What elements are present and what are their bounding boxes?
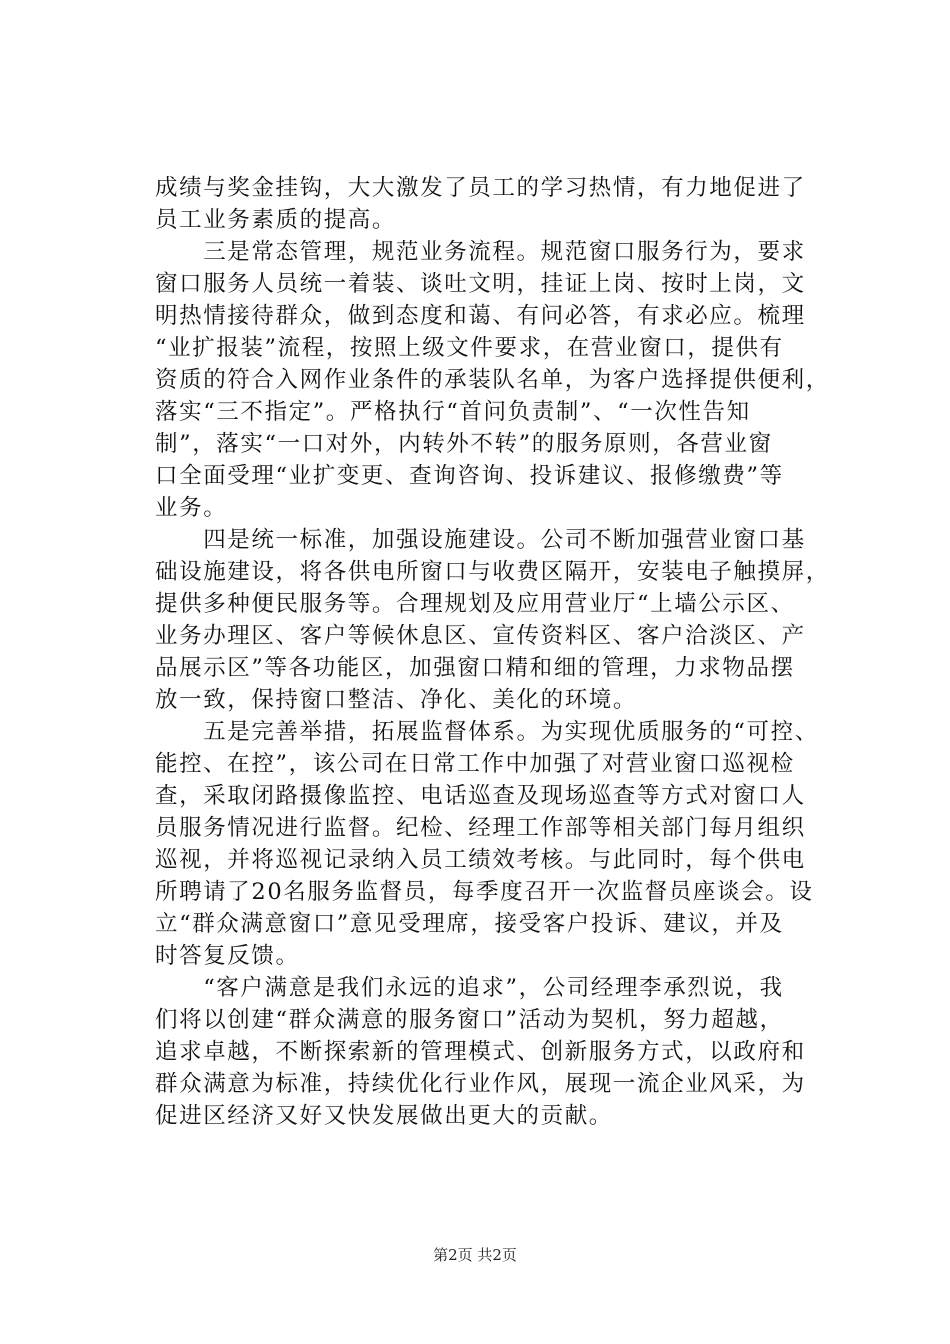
text-line: 所聘请了20名服务监督员，每季度召开一次监督员座谈会。设 (155, 879, 814, 905)
text-line: 巡视，并将巡视记录纳入员工绩效考核。与此同时，每个供电 (155, 847, 806, 873)
text-line: 放一致，保持窗口整洁、净化、美化的环境。 (155, 687, 638, 713)
paragraph-1 (155, 172, 815, 236)
paragraph-3 (155, 524, 830, 716)
text-line: 窗口服务人员统一着装、谈吐文明，挂证上岗、按时上岗，文 (155, 271, 806, 297)
text-line: 四是统一标准，加强设施建设。公司不断加强营业窗口基 (155, 527, 806, 553)
text-line: 口全面受理“业扩变更、查询咨询、投诉建议、报修缴费”等 (155, 463, 784, 489)
text-line: 品展示区”等各功能区，加强窗口精和细的管理，力求物品摆 (155, 655, 795, 681)
text-line: 能控、在控”，该公司在日常工作中加强了对营业窗口巡视检 (155, 751, 795, 777)
text-line: 落实“三不指定”。严格执行“首问负责制”、“一次性告知 (155, 399, 751, 425)
text-line: 追求卓越，不断探索新的管理模式、创新服务方式，以政府和 (155, 1039, 806, 1065)
text-line: 五是完善举措，拓展监督体系。为实现优质服务的“可控、 (155, 719, 819, 745)
text-line: 资质的符合入网作业条件的承装队名单，为客户选择提供便利， (155, 367, 830, 393)
text-line: “业扩报装”流程，按照上级文件要求，在营业窗口，提供有 (155, 335, 784, 361)
text-line: 础设施建设，将各供电所窗口与收费区隔开，安装电子触摸屏， (155, 559, 830, 585)
text-line: 明热情接待群众，做到态度和蔼、有问必答，有求必应。梳理 (155, 303, 806, 329)
document-body (155, 172, 830, 1132)
text-line: 业务办理区、客户等候休息区、宣传资料区、客户洽淡区、产 (155, 623, 806, 649)
paragraph-2 (155, 236, 830, 524)
text-line: 业务。 (155, 495, 228, 521)
page-footer: 第2页 共2页 (433, 1246, 517, 1264)
text-line: 群众满意为标准，持续优化行业作风，展现一流企业风采，为 (155, 1071, 806, 1097)
text-line: 员工业务素质的提高。 (155, 207, 397, 233)
text-line: 时答复反馈。 (155, 943, 300, 969)
text-line: 员服务情况进行监督。纪检、经理工作部等相关部门每月组织 (155, 815, 806, 841)
text-line: 立“群众满意窗口”意见受理席，接受客户投诉、建议，并及 (155, 911, 784, 937)
text-line: 们将以创建“群众满意的服务窗口”活动为契机，努力超越， (155, 1007, 784, 1033)
text-line: 提供多种便民服务等。合理规划及应用营业厅“上墙公示区、 (155, 591, 795, 617)
text-line: 三是常态管理，规范业务流程。规范窗口服务行为，要求 (155, 239, 806, 265)
text-line: “客户满意是我们永远的追求”，公司经理李承烈说，我 (155, 975, 784, 1001)
paragraph-4 (155, 716, 819, 972)
text-line: 制”，落实“一口对外，内转外不转”的服务原则，各营业窗 (155, 431, 773, 457)
text-line: 成绩与奖金挂钩，大大激发了员工的学习热情，有力地促进了 (155, 175, 806, 201)
paragraph-5 (155, 972, 815, 1132)
text-line: 查，采取闭路摄像监控、电话巡查及现场巡查等方式对窗口人 (155, 783, 806, 809)
text-line: 促进区经济又好又快发展做出更大的贡献。 (155, 1103, 613, 1129)
